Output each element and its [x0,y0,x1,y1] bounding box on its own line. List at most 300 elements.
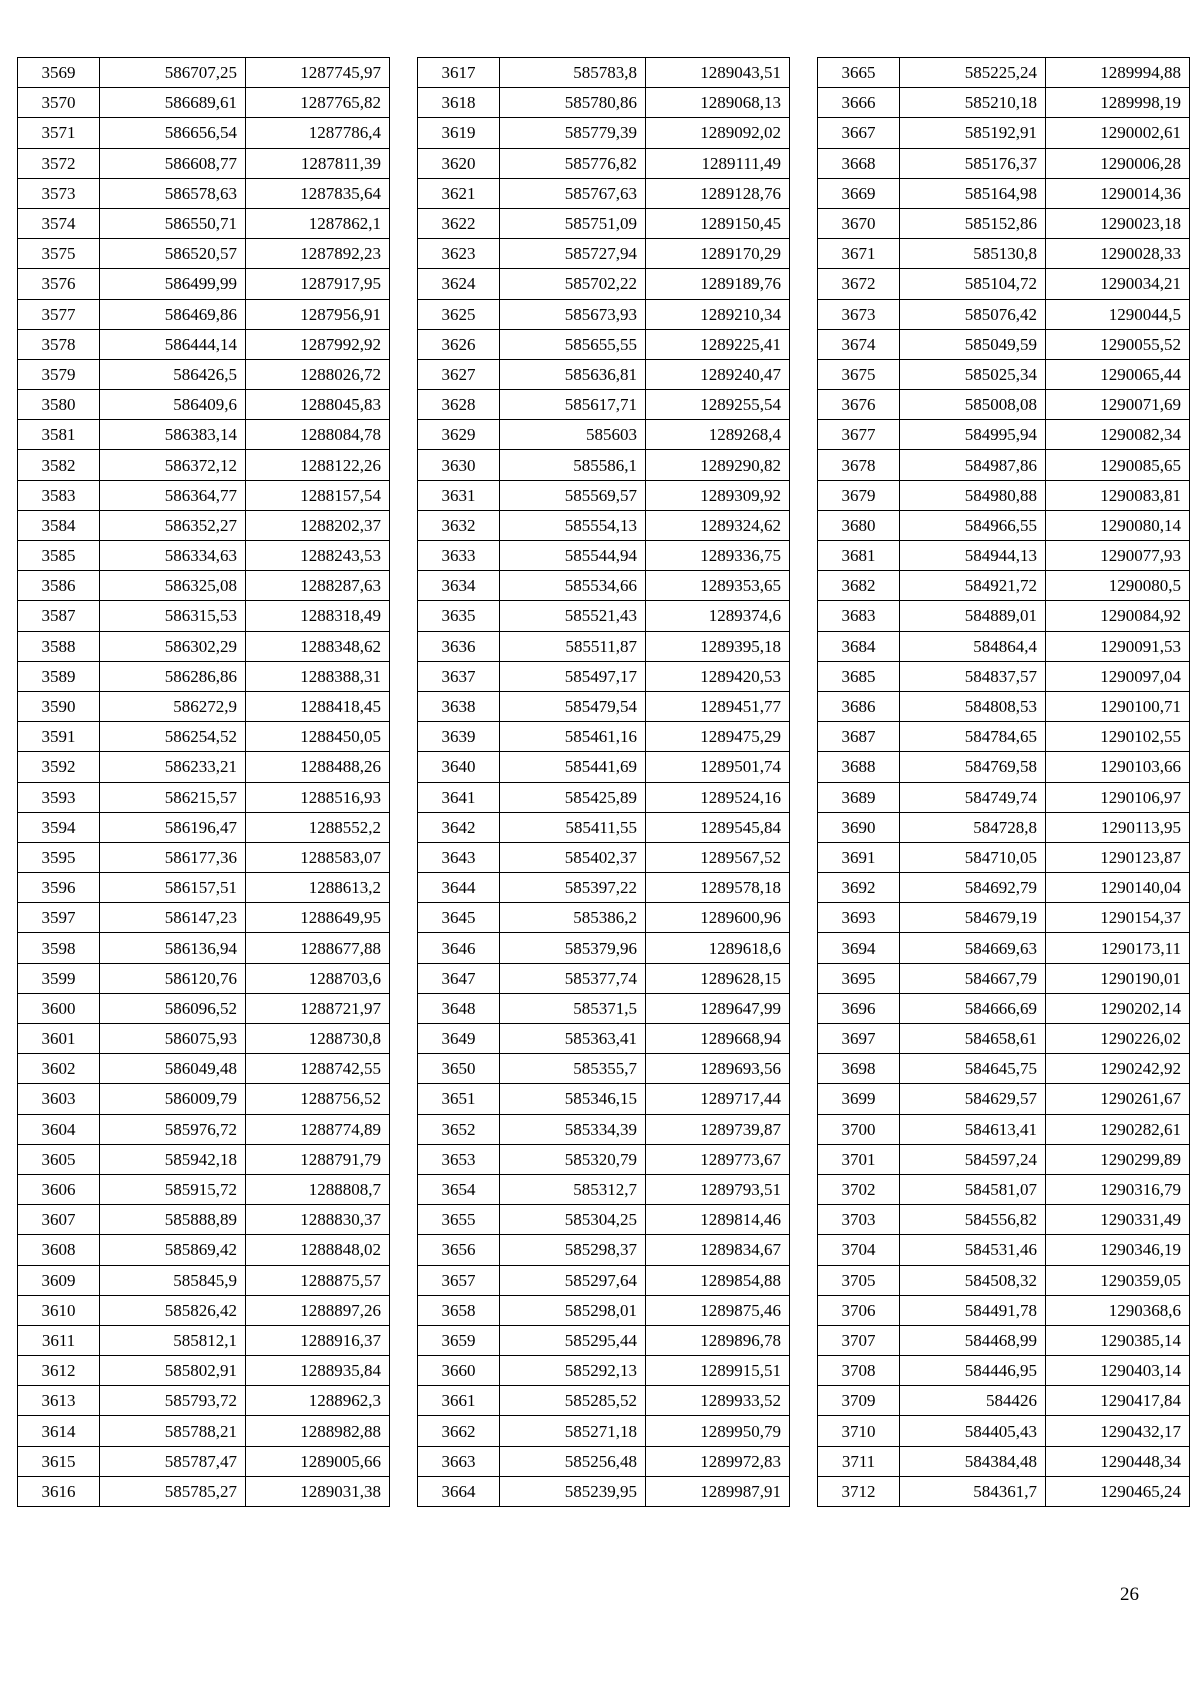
table-row [18,1476,390,1506]
point-number-cell: 3630 [418,450,500,480]
x-coordinate-cell: 586272,9 [100,691,246,721]
table-row [818,661,1190,691]
x-coordinate-cell: 586049,48 [100,1054,246,1084]
point-number-cell: 3653 [418,1144,500,1174]
point-number-cell: 3639 [418,722,500,752]
table-row [418,1205,790,1235]
table-row [818,208,1190,238]
table-row [18,541,390,571]
x-coordinate-cell: 584710,05 [900,842,1046,872]
y-coordinate-cell: 1289150,45 [646,208,790,238]
x-coordinate-cell: 586707,25 [100,58,246,88]
x-coordinate-cell: 584667,79 [900,963,1046,993]
point-number-cell: 3597 [18,903,100,933]
point-number-cell: 3619 [418,118,500,148]
x-coordinate-cell: 585152,86 [900,208,1046,238]
table-row [418,420,790,450]
table-row [18,1174,390,1204]
x-coordinate-cell: 585636,81 [500,359,646,389]
x-coordinate-cell: 585049,59 [900,329,1046,359]
point-number-cell: 3654 [418,1174,500,1204]
y-coordinate-cell: 1289972,83 [646,1446,790,1476]
x-coordinate-cell: 585210,18 [900,88,1046,118]
point-number-cell: 3694 [818,933,900,963]
table-row [18,722,390,752]
y-coordinate-cell: 1289567,52 [646,842,790,872]
y-coordinate-cell: 1289578,18 [646,873,790,903]
table-row [18,1356,390,1386]
table-row [18,390,390,420]
point-number-cell: 3640 [418,752,500,782]
y-coordinate-cell: 1289374,6 [646,601,790,631]
y-coordinate-cell: 1287862,1 [246,208,390,238]
point-number-cell: 3689 [818,782,900,812]
y-coordinate-cell: 1289998,19 [1046,88,1190,118]
x-coordinate-cell: 585497,17 [500,661,646,691]
table-row [18,329,390,359]
point-number-cell: 3607 [18,1205,100,1235]
y-coordinate-cell: 1290100,71 [1046,691,1190,721]
y-coordinate-cell: 1288122,26 [246,450,390,480]
point-number-cell: 3621 [418,178,500,208]
x-coordinate-cell: 585441,69 [500,752,646,782]
x-coordinate-cell: 586136,94 [100,933,246,963]
x-coordinate-cell: 586550,71 [100,208,246,238]
point-number-cell: 3629 [418,420,500,450]
x-coordinate-cell: 585727,94 [500,239,646,269]
table-row [18,450,390,480]
x-coordinate-cell: 586352,27 [100,510,246,540]
point-number-cell: 3668 [818,148,900,178]
y-coordinate-cell: 1290055,52 [1046,329,1190,359]
table-row [18,752,390,782]
y-coordinate-cell: 1289420,53 [646,661,790,691]
x-coordinate-cell: 584864,4 [900,631,1046,661]
x-coordinate-cell: 585780,86 [500,88,646,118]
x-coordinate-cell: 586608,77 [100,148,246,178]
x-coordinate-cell: 584749,74 [900,782,1046,812]
point-number-cell: 3651 [418,1084,500,1114]
x-coordinate-cell: 585312,7 [500,1174,646,1204]
point-number-cell: 3666 [818,88,900,118]
x-coordinate-cell: 584446,95 [900,1356,1046,1386]
x-coordinate-cell: 585076,42 [900,299,1046,329]
table-row [418,691,790,721]
point-number-cell: 3705 [818,1265,900,1295]
point-number-cell: 3598 [18,933,100,963]
point-number-cell: 3644 [418,873,500,903]
y-coordinate-cell: 1288026,72 [246,359,390,389]
table-row [18,480,390,510]
x-coordinate-cell: 585298,37 [500,1235,646,1265]
y-coordinate-cell: 1290028,33 [1046,239,1190,269]
table-row [18,1114,390,1144]
coordinate-table-1 [17,57,390,1507]
y-coordinate-cell: 1290085,65 [1046,450,1190,480]
x-coordinate-cell: 585569,57 [500,480,646,510]
table-row [418,1054,790,1084]
point-number-cell: 3695 [818,963,900,993]
table-row [418,1265,790,1295]
point-number-cell: 3628 [418,390,500,420]
y-coordinate-cell: 1290080,5 [1046,571,1190,601]
point-number-cell: 3601 [18,1024,100,1054]
y-coordinate-cell: 1287956,91 [246,299,390,329]
table-row [818,933,1190,963]
x-coordinate-cell: 586286,86 [100,661,246,691]
y-coordinate-cell: 1289210,34 [646,299,790,329]
point-number-cell: 3691 [818,842,900,872]
x-coordinate-cell: 584629,57 [900,1084,1046,1114]
x-coordinate-cell: 585603 [500,420,646,450]
y-coordinate-cell: 1288488,26 [246,752,390,782]
y-coordinate-cell: 1289739,87 [646,1114,790,1144]
x-coordinate-cell: 584808,53 [900,691,1046,721]
table-row [418,1325,790,1355]
x-coordinate-cell: 585888,89 [100,1205,246,1235]
table-row [418,1386,790,1416]
table-row [818,1114,1190,1144]
y-coordinate-cell: 1290080,14 [1046,510,1190,540]
x-coordinate-cell: 585767,63 [500,178,646,208]
table-row [818,1476,1190,1506]
y-coordinate-cell: 1289170,29 [646,239,790,269]
table-row [418,812,790,842]
x-coordinate-cell: 585355,7 [500,1054,646,1084]
x-coordinate-cell: 585402,37 [500,842,646,872]
table-row [418,208,790,238]
point-number-cell: 3604 [18,1114,100,1144]
y-coordinate-cell: 1290190,01 [1046,963,1190,993]
x-coordinate-cell: 584889,01 [900,601,1046,631]
y-coordinate-cell: 1290226,02 [1046,1024,1190,1054]
x-coordinate-cell: 585164,98 [900,178,1046,208]
y-coordinate-cell: 1290065,44 [1046,359,1190,389]
y-coordinate-cell: 1289668,94 [646,1024,790,1054]
y-coordinate-cell: 1290282,61 [1046,1114,1190,1144]
table-row [818,1325,1190,1355]
x-coordinate-cell: 586196,47 [100,812,246,842]
point-number-cell: 3688 [818,752,900,782]
table-row [818,601,1190,631]
point-number-cell: 3676 [818,390,900,420]
x-coordinate-cell: 586444,14 [100,329,246,359]
point-number-cell: 3707 [818,1325,900,1355]
y-coordinate-cell: 1290034,21 [1046,269,1190,299]
point-number-cell: 3675 [818,359,900,389]
point-number-cell: 3692 [818,873,900,903]
y-coordinate-cell: 1289773,67 [646,1144,790,1174]
table-row [18,903,390,933]
x-coordinate-cell: 585826,42 [100,1295,246,1325]
table-row [18,1295,390,1325]
x-coordinate-cell: 585655,55 [500,329,646,359]
point-number-cell: 3579 [18,359,100,389]
point-number-cell: 3712 [818,1476,900,1506]
y-coordinate-cell: 1287765,82 [246,88,390,118]
x-coordinate-cell: 586656,54 [100,118,246,148]
point-number-cell: 3582 [18,450,100,480]
y-coordinate-cell: 1289717,44 [646,1084,790,1114]
table-row [418,1114,790,1144]
y-coordinate-cell: 1288552,2 [246,812,390,842]
x-coordinate-cell: 584531,46 [900,1235,1046,1265]
table-row [818,390,1190,420]
y-coordinate-cell: 1289994,88 [1046,58,1190,88]
table-row [418,752,790,782]
x-coordinate-cell: 584966,55 [900,510,1046,540]
table-row [818,782,1190,812]
x-coordinate-cell: 586499,99 [100,269,246,299]
x-coordinate-cell: 585787,47 [100,1446,246,1476]
x-coordinate-cell: 585377,74 [500,963,646,993]
y-coordinate-cell: 1289854,88 [646,1265,790,1295]
x-coordinate-cell: 585295,44 [500,1325,646,1355]
y-coordinate-cell: 1290091,53 [1046,631,1190,661]
x-coordinate-cell: 585285,52 [500,1386,646,1416]
coordinate-table-2 [417,57,790,1507]
y-coordinate-cell: 1290023,18 [1046,208,1190,238]
y-coordinate-cell: 1289268,4 [646,420,790,450]
table-row [18,148,390,178]
point-number-cell: 3588 [18,631,100,661]
y-coordinate-cell: 1289896,78 [646,1325,790,1355]
table-row [818,178,1190,208]
y-coordinate-cell: 1289128,76 [646,178,790,208]
y-coordinate-cell: 1287786,4 [246,118,390,148]
x-coordinate-cell: 584556,82 [900,1205,1046,1235]
point-number-cell: 3649 [418,1024,500,1054]
y-coordinate-cell: 1288830,37 [246,1205,390,1235]
y-coordinate-cell: 1289324,62 [646,510,790,540]
point-number-cell: 3575 [18,239,100,269]
table-row [818,450,1190,480]
point-number-cell: 3686 [818,691,900,721]
table-row [818,1265,1190,1295]
table-row [418,1295,790,1325]
table-row [418,903,790,933]
point-number-cell: 3659 [418,1325,500,1355]
table-row [18,118,390,148]
x-coordinate-cell: 586233,21 [100,752,246,782]
point-number-cell: 3669 [818,178,900,208]
y-coordinate-cell: 1288348,62 [246,631,390,661]
y-coordinate-cell: 1287992,92 [246,329,390,359]
point-number-cell: 3711 [818,1446,900,1476]
table-row [418,510,790,540]
table-row [18,571,390,601]
y-coordinate-cell: 1290448,34 [1046,1446,1190,1476]
y-coordinate-cell: 1290368,6 [1046,1295,1190,1325]
table-row [818,88,1190,118]
point-number-cell: 3701 [818,1144,900,1174]
y-coordinate-cell: 1288875,57 [246,1265,390,1295]
x-coordinate-cell: 586120,76 [100,963,246,993]
table-row [818,963,1190,993]
x-coordinate-cell: 585397,22 [500,873,646,903]
y-coordinate-cell: 1290202,14 [1046,993,1190,1023]
point-number-cell: 3704 [818,1235,900,1265]
x-coordinate-cell: 584987,86 [900,450,1046,480]
table-row [18,1205,390,1235]
y-coordinate-cell: 1289647,99 [646,993,790,1023]
point-number-cell: 3583 [18,480,100,510]
x-coordinate-cell: 586334,63 [100,541,246,571]
table-row [818,1054,1190,1084]
y-coordinate-cell: 1288677,88 [246,933,390,963]
table-row [818,148,1190,178]
x-coordinate-cell: 585534,66 [500,571,646,601]
point-number-cell: 3613 [18,1386,100,1416]
y-coordinate-cell: 1289834,67 [646,1235,790,1265]
x-coordinate-cell: 584679,19 [900,903,1046,933]
table-row [418,1024,790,1054]
y-coordinate-cell: 1288848,02 [246,1235,390,1265]
point-number-cell: 3673 [818,299,900,329]
y-coordinate-cell: 1290002,61 [1046,118,1190,148]
table-row [818,1144,1190,1174]
table-row [18,842,390,872]
y-coordinate-cell: 1288721,97 [246,993,390,1023]
x-coordinate-cell: 584769,58 [900,752,1046,782]
point-number-cell: 3600 [18,993,100,1023]
x-coordinate-cell: 585225,24 [900,58,1046,88]
point-number-cell: 3614 [18,1416,100,1446]
y-coordinate-cell: 1288982,88 [246,1416,390,1446]
x-coordinate-cell: 585176,37 [900,148,1046,178]
point-number-cell: 3648 [418,993,500,1023]
point-number-cell: 3633 [418,541,500,571]
table-row [818,1356,1190,1386]
x-coordinate-cell: 584508,32 [900,1265,1046,1295]
table-row [818,118,1190,148]
table-row [818,1084,1190,1114]
table-row [818,903,1190,933]
table-row [418,178,790,208]
table-row [818,1174,1190,1204]
y-coordinate-cell: 1289395,18 [646,631,790,661]
point-number-cell: 3594 [18,812,100,842]
y-coordinate-cell: 1290083,81 [1046,480,1190,510]
x-coordinate-cell: 585371,5 [500,993,646,1023]
y-coordinate-cell: 1289005,66 [246,1446,390,1476]
y-coordinate-cell: 1289814,46 [646,1205,790,1235]
y-coordinate-cell: 1288583,07 [246,842,390,872]
x-coordinate-cell: 586469,86 [100,299,246,329]
table-row [818,359,1190,389]
x-coordinate-cell: 585976,72 [100,1114,246,1144]
y-coordinate-cell: 1289933,52 [646,1386,790,1416]
point-number-cell: 3646 [418,933,500,963]
point-number-cell: 3655 [418,1205,500,1235]
y-coordinate-cell: 1287811,39 [246,148,390,178]
point-number-cell: 3589 [18,661,100,691]
y-coordinate-cell: 1290242,92 [1046,1054,1190,1084]
point-number-cell: 3609 [18,1265,100,1295]
y-coordinate-cell: 1288202,37 [246,510,390,540]
table-row [18,1325,390,1355]
point-number-cell: 3690 [818,812,900,842]
table-row [418,782,790,812]
y-coordinate-cell: 1289987,91 [646,1476,790,1506]
table-row [18,1144,390,1174]
y-coordinate-cell: 1290102,55 [1046,722,1190,752]
y-coordinate-cell: 1289225,41 [646,329,790,359]
point-number-cell: 3586 [18,571,100,601]
x-coordinate-cell: 585334,39 [500,1114,646,1144]
x-coordinate-cell: 584597,24 [900,1144,1046,1174]
table-row [418,601,790,631]
table-row [18,269,390,299]
table-row [818,1295,1190,1325]
y-coordinate-cell: 1288613,2 [246,873,390,903]
x-coordinate-cell: 584361,7 [900,1476,1046,1506]
x-coordinate-cell: 584613,41 [900,1114,1046,1144]
point-number-cell: 3681 [818,541,900,571]
point-number-cell: 3663 [418,1446,500,1476]
y-coordinate-cell: 1289475,29 [646,722,790,752]
table-row [418,722,790,752]
table-row [818,1205,1190,1235]
point-number-cell: 3658 [418,1295,500,1325]
point-number-cell: 3592 [18,752,100,782]
y-coordinate-cell: 1288516,93 [246,782,390,812]
point-number-cell: 3672 [818,269,900,299]
table-row [418,480,790,510]
table-row [818,1446,1190,1476]
y-coordinate-cell: 1290385,14 [1046,1325,1190,1355]
x-coordinate-cell: 584669,63 [900,933,1046,963]
y-coordinate-cell: 1287745,97 [246,58,390,88]
x-coordinate-cell: 584491,78 [900,1295,1046,1325]
y-coordinate-cell: 1288916,37 [246,1325,390,1355]
y-coordinate-cell: 1288157,54 [246,480,390,510]
x-coordinate-cell: 586147,23 [100,903,246,933]
point-number-cell: 3596 [18,873,100,903]
point-number-cell: 3635 [418,601,500,631]
point-number-cell: 3618 [418,88,500,118]
x-coordinate-cell: 584426 [900,1386,1046,1416]
x-coordinate-cell: 585363,41 [500,1024,646,1054]
x-coordinate-cell: 584581,07 [900,1174,1046,1204]
x-coordinate-cell: 585346,15 [500,1084,646,1114]
y-coordinate-cell: 1290359,05 [1046,1265,1190,1295]
x-coordinate-cell: 584837,57 [900,661,1046,691]
y-coordinate-cell: 1290077,93 [1046,541,1190,571]
y-coordinate-cell: 1290140,04 [1046,873,1190,903]
x-coordinate-cell: 585673,93 [500,299,646,329]
x-coordinate-cell: 585785,27 [100,1476,246,1506]
x-coordinate-cell: 585239,95 [500,1476,646,1506]
y-coordinate-cell: 1289240,47 [646,359,790,389]
x-coordinate-cell: 585379,96 [500,933,646,963]
y-coordinate-cell: 1289524,16 [646,782,790,812]
table-row [18,88,390,118]
x-coordinate-cell: 586096,52 [100,993,246,1023]
x-coordinate-cell: 585256,48 [500,1446,646,1476]
y-coordinate-cell: 1289309,92 [646,480,790,510]
y-coordinate-cell: 1288703,6 [246,963,390,993]
point-number-cell: 3611 [18,1325,100,1355]
y-coordinate-cell: 1288774,89 [246,1114,390,1144]
point-number-cell: 3634 [418,571,500,601]
table-row [818,1235,1190,1265]
y-coordinate-cell: 1288962,3 [246,1386,390,1416]
table-row [18,601,390,631]
table-row [418,1416,790,1446]
y-coordinate-cell: 1289031,38 [246,1476,390,1506]
point-number-cell: 3643 [418,842,500,872]
